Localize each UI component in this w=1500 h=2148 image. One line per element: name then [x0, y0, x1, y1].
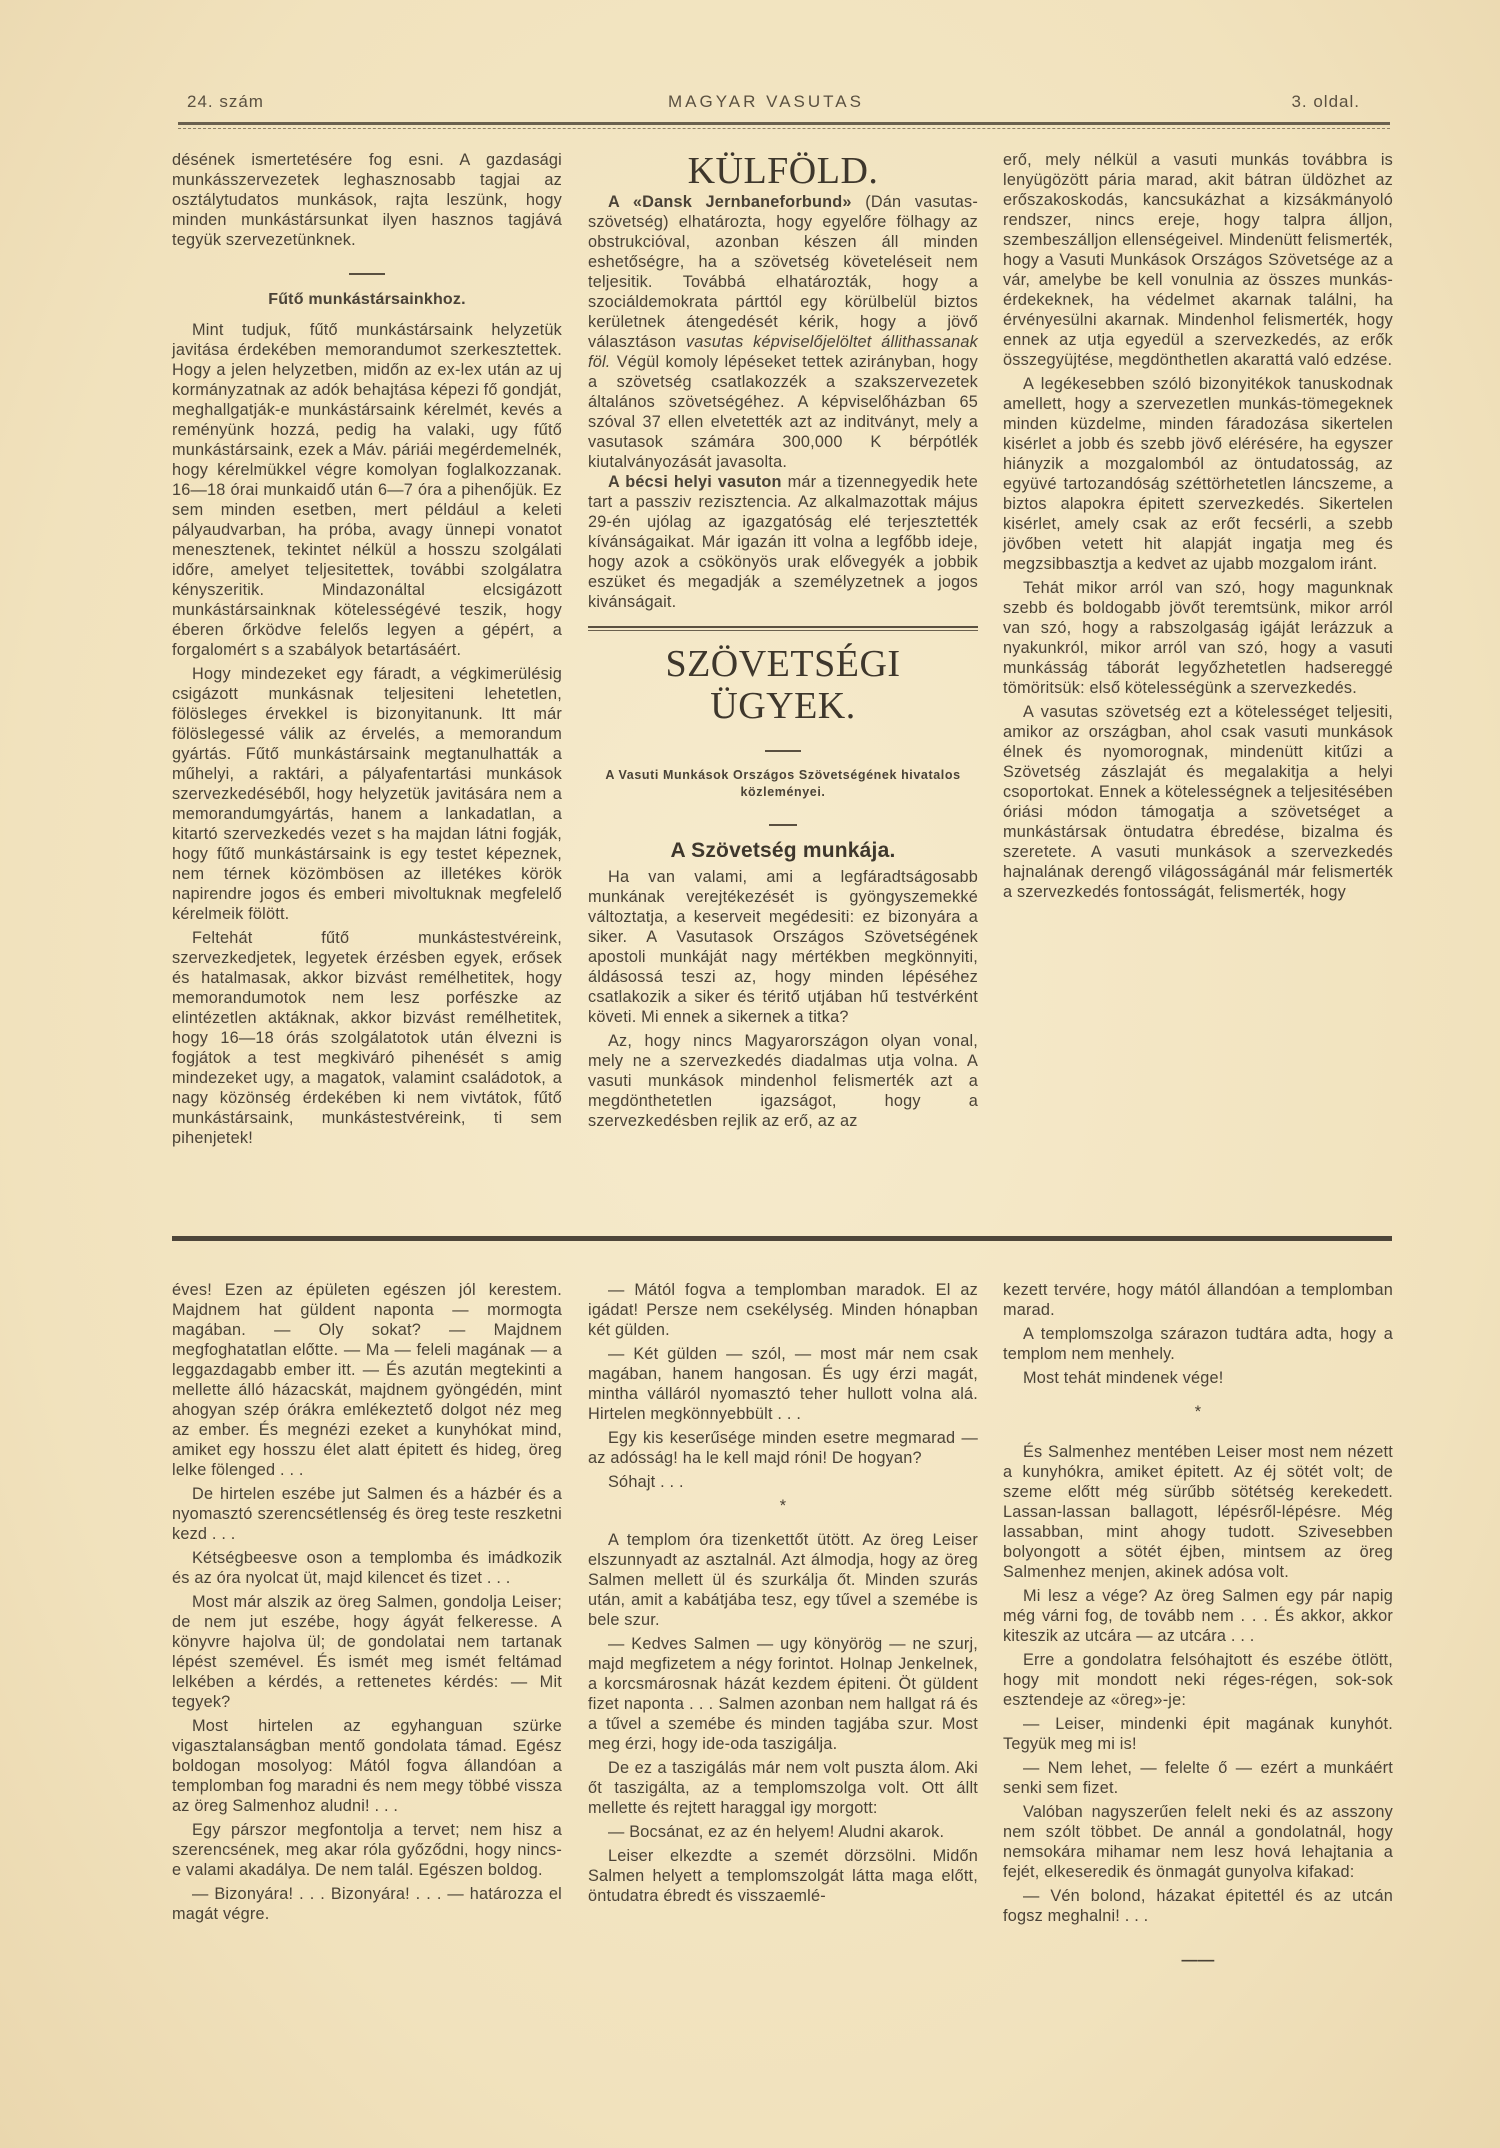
paragraph: És Salmenhez mentében Leiser most nem nézett a kunyhókra, amiket épitett. Az éj sötét volt; de szeme előtt még sürűbb sötétség kerekedett. Lassan-lassan ballagott, lépésről-lépésre. Még lassabban, mint ahogy tudott. Szivesebben bolyongott a sötét éjben, mintsem az öreg Salmenhez menjen, akinek adósa volt.: [1003, 1443, 1393, 1581]
paragraph: Leiser elkezdte a szemét dörzsölni. Midőn Salmen helyett a templomszolgát látta maga előtt, öntudatra ébredt és visszaemlé-: [588, 1847, 978, 1905]
paragraph-list: [588, 1530, 978, 1906]
paragraph: éves! Ezen az épületen egészen jól kerestem. Majdnem hat güldent naponta — mormogta magában. — Oly sokat? — Majdnem megfoghatatlan előtte. — Ma — feleli magának — a leggazdagabb ember itt. — És azután megtekinti a mellette álló házacskát, majdnem gyöngédén, mint ahogyan szép órákra emlékeztető dolgot néz meg az ember. És megnézi ezeket a kunyhókat mind, amiket egy hosszu élet alatt épitett és hideg, öreg lelke fölenged . . .: [172, 1281, 562, 1479]
paragraph: Tehát mikor arról van szó, hogy magunknak szebb és boldogabb jövőt teremtsünk, mikor arról van szó, hogy a rabszolgaság igáját lerázzuk a nyakunkról, mikor arról van szó, hogy a vasuti munkásság táborát legyőzhetetlen hadsereggé tömöritsük: első kötelességünk a szervezkedés.: [1003, 579, 1393, 697]
paragraph: A templom óra tizenkettőt ütött. Az öreg Leiser elszunnyadt az asztalnál. Azt álmodja, hogy az öreg Salmen mellett ül és szurkálja őt. Minden szurás után, amit a kabátjába tesz, egy tűvel a szemébe is bele szur.: [588, 1531, 978, 1629]
section-subtitle: A Vasuti Munkások Országos Szövetségének hivatalos közleményei.: [605, 768, 961, 799]
paragraph: — Mától fogva a templomban maradok. El az igádat! Persze nem csekélység. Minden hónapban két gülden.: [588, 1281, 978, 1339]
paragraph: A templomszolga szárazon tudtára adta, hogy a templom nem menhely.: [1003, 1325, 1393, 1363]
paragraph: Hogy mindezeket egy fáradt, a végkimerülésig csigázott munkásnak teljesiteni lehetetlen, fölösleges érvekkel is bizonyitanunk. Itt már fölöslegessé válik az érvelés, a memorandum gyártás. Fűtő munkástársaink megtanulhatták a műhelyi, a raktári, a pályafentartási munkások szervezkedéséből, hogy helyzetük javitására nem a memorandumgyártás, hanem a lankadatlan, a kitartó szervezkedés vezet s ha majdan látni fogják, hogy fűtő munkástársaink is egy testet képeznek, nem térnek közömbösen az illetékes körök napirendre jogos és emberi mivoltuknak megfelelő kérelmeik fölött.: [172, 665, 562, 923]
paragraph: [588, 192, 978, 472]
paragraph: Az, hogy nincs Magyarországon olyan vonal, mely ne a szervezkedés diadalmas utja volna. A vasuti munkások mindenhol felismerték azt a megdönthetetlen igazságot, hogy a szervezkedésben rejlik az erő, az az: [588, 1032, 978, 1130]
issue-number: 24. szám: [187, 92, 264, 111]
article-heading: Fűtő munkástársainkhoz.: [268, 291, 466, 308]
paragraph: A vasutas szövetség ezt a kötelességet teljesiti, amikor az országban, ahol csak vasuti munkások élnek és nyomorognak, mindenütt kitűzi a Szövetség zászlaját és megalakitja a helyi csoportokat. Ennek a kötelességnek a teljesitésében óriási módon támogatja a szövetséget a munkástársak öntudatra ébredése, bizalma és szeretete. A vasuti munkások a szervezkedés hajnalának derengő világosságánál már felismerték a szervezkedés fontosságát, felismerték, hogy: [1003, 703, 1393, 901]
lead-text: A «Dansk Jernbaneforbund»: [608, 193, 852, 211]
paragraph: — Bocsánat, ez az én helyem! Aludni akarok.: [608, 1823, 945, 1841]
story-column-right: [1003, 1280, 1393, 1980]
paragraph: Kétségbeesve oson a templomba és imádkozik és az óra nyolcat üt, majd kilencet és tizet . . .: [172, 1549, 562, 1587]
column-left-top: [172, 150, 562, 1148]
paragraph: De ez a taszigálás már nem volt puszta álom. Aki őt taszigálta, az a templomszolga volt. Ott állt mellette és rejtett haraggal igy morgott:: [588, 1759, 978, 1817]
body-text: már a tizennegyedik hete tart a passziv rezisztencia. Az alkalmazottak május 29-én ujólag az igazgatóság elé terjesztették kívánságaikat. Már igazán itt volna a legfőbb ideje, hogy azok a csökönyös urak elővegyék a jobbik eszüket és megadják a személyzetnek a jogos kivánságait.: [588, 473, 978, 611]
section-asterisk: *: [779, 1497, 787, 1515]
paragraph: De hirtelen eszébe jut Salmen és a házbér és a nyomasztó szerencsétlenség és öreg teste reszketni kezd . . .: [172, 1485, 562, 1543]
body-text: Végül komoly lépéseket tettek azirányban, hogy a szövetség csatlakozzék a szakszervezetek általános szövetségéhez. A képviselőházban 65 szóval 37 ellen elvetették azt az inditványt, mely a vasutasok számára 300,000 K bérpótlék kiutalványozását javasolta.: [588, 353, 978, 471]
story-column-middle: [588, 1280, 978, 1906]
paragraph: Feltehát fűtő munkástestvéreink, szervezkedjetek, legyetek érzésben egyek, erősek és hatalmasak, akkor bizvást remélhetitek, hogy memorandumotok nem lesz porfészke az elintézetlen aktáknak, akkor bizvást remélhetitek, hogy 16—18 órás szolgálatotok után élvezni is fogjátok a test megkiváró pihenését s amig mindezeket ugy, a magatok, valamint családotok, a nagy közönség érdekében ki nem vivtátok, fűtő munkástársaink, munkástestvéreink, ti sem pihenjetek!: [172, 929, 562, 1147]
header-rule: [178, 122, 1390, 129]
paragraph-list: [1003, 1280, 1393, 1388]
paragraph: Most hirtelen az egyhanguan szürke vigasztalanságban mentő gondolata támad. Egész boldogan mosolyog: Mától fogva állandóan a templomban fog maradni és nem megy többé vissza az öreg Salmenhoz aludni! . . .: [172, 1717, 562, 1815]
column-right-top: [1003, 150, 1393, 902]
italic-text: vasutas képviselőjelöltet állithassanak föl.: [588, 333, 978, 371]
paragraph: Sóhajt . . .: [608, 1473, 684, 1491]
separator-dash: [172, 260, 562, 280]
paragraph: — Leiser, mindenki épit magának kunyhót. Tegyük meg mi is!: [1003, 1715, 1393, 1753]
article-heading: A Szövetség munkája.: [670, 839, 896, 862]
paragraph: Most már alszik az öreg Salmen, gondolja Leiser; de nem jut eszébe, hogy ágyát felkeresse. A könyvre hajolva ül; de gondolatai nem tartanak lépést szemével. És ismét meg ismét feltámad lelkében a kérdés, a rettenetes kérdés: — Mit tegyek?: [172, 1593, 562, 1711]
column-middle-top: [588, 150, 978, 1131]
page-divider: [172, 1236, 1392, 1241]
paragraph: — Kedves Salmen — ugy könyörög — ne szurj, majd megfizetem a négy forintot. Holnap Jenkelnek, a korcsmárosnak házát kezdem épiteni. Öt güldent fizet naponta . . . Salmen azonban nem hallgat rá és a tűvel a szemébe és minden tagjába szur. Most meg érzi, hogy ide-oda taszigálja.: [588, 1635, 978, 1753]
page-number: 3. oldal.: [1291, 92, 1360, 111]
paragraph: — Vén bolond, házakat épitettél és az utcán fogsz meghalni! . . .: [1003, 1887, 1393, 1925]
paragraph-list: [588, 1280, 978, 1492]
paragraph: Egy párszor megfontolja a tervet; nem hisz a szerencsének, meg akar róla győződni, hogy nincs-e valami akadálya. De nem talál. Egészen boldog.: [172, 1821, 562, 1879]
section-rule: [588, 626, 978, 631]
paragraph: Most tehát mindenek vége!: [1023, 1369, 1224, 1387]
paragraph-list: [172, 320, 562, 1148]
body-text: (Dán vasutas-szövetség) elhatározta, hogy egyelőre fölhagy az obstrukcióval, azonban készen áll minden eshetőségre, ha a szövetség követeléseit nem teljesitik. Továbbá elhatározták, hogy a szociáldemokrata párttól egy körülbelül biztos kerületnek átengedését kérik, hogy a jövő választáson: [588, 193, 978, 351]
lead-text: A bécsi helyi vasuton: [608, 473, 782, 491]
paragraph: — Nem lehet, — felelte ő — ezért a munkáért senki sem fizet.: [1003, 1759, 1393, 1797]
end-mark: ——: [1181, 1951, 1215, 1969]
paragraph: Mint tudjuk, fűtő munkástársaink helyzetük javitása érdekében memorandumot szerkesztettek. Hogy a jelen helyzetben, midőn az ex-lex után az uj kormányzatnak az adók behajtása képezi fő gondját, meghallgatják-e munkástársaink kérelmét, kevés a reményünk hozzá, pedig ha valaki, ugy fűtő munkástársaink, ezek a Máv. páriái megérdemelnék, hogy kérelmükkel végre komolyan foglalkozzanak. 16—18 órai munkaidő után 6—7 óra a pihenőjük. Ez sem minden esetben, mert például a keleti pályaudvarban, ha próba, avagy ünnepi vonatot menesztenek, tekintet nélkül a hosszu szolgálati időre, amelyet teljesitettek, további szolgálatra kényszeritik. Mindazonáltal elcsigázott munkástársainknak kötelességévé teszik, hogy éberen őrködve felelős legyen a gépért, a forgalomért s a szabályok betartásáért.: [172, 321, 562, 659]
paragraph: kezett tervére, hogy mától állandóan a templomban marad.: [1003, 1281, 1393, 1319]
paragraph: — Két gülden — szól, — most már nem csak magában, hanem hangosan. És ugy érzi magát, mintha válláról nyomasztó teher hullott volna alá. Hirtelen megkönnyebbült . . .: [588, 1345, 978, 1423]
paragraph-list: [1003, 1442, 1393, 1926]
paragraph-list: [1003, 150, 1393, 902]
separator-dash: [588, 811, 978, 831]
story-column-left: [172, 1280, 562, 1924]
paragraph: Valóban nagyszerűen felelt neki és az asszony nem szólt többet. De annál a gondolatnál, hogy nemsokára mihamar nem lesz hová lehajtania a fejét, elkeseredik és önmagát gunyolva kifakad:: [1003, 1803, 1393, 1881]
paragraph: [588, 472, 978, 612]
paragraph: Ha van valami, ami a legfáradtságosabb munkának verejtékezését is gyöngyszemekké változtatja, a keserveit megédesiti: ez bizonyára a siker. A Vasutasok Országos Szövetségének apostoli munkáját nagy mértékben megkönnyiti, áldásossá teszi az, hogy minden lépéséhez csatlakozik a siker és téritő utjában hű testvérként követi. Mi ennek a sikernek a titka?: [588, 868, 978, 1026]
paragraph: — Bizonyára! . . . Bizonyára! . . . — határozza el magát végre.: [172, 1885, 562, 1923]
masthead-title: MAGYAR VASUTAS: [668, 92, 864, 111]
paragraph-list: [588, 867, 978, 1131]
paragraph: Egy kis keserűsége minden esetre megmarad — az adósság! ha le kell majd róni! De hogyan?: [588, 1429, 978, 1467]
paragraph: Mi lesz a vége? Az öreg Salmen egy pár napig még várni fog, de tovább nem . . . És akkor, akkor kiteszik az utcára — az utcára . . .: [1003, 1587, 1393, 1645]
section-title-szovetsegi: SZÖVETSÉGI ÜGYEK.: [665, 643, 901, 727]
paragraph: désének ismertetésére fog esni. A gazdasági munkásszervezetek leghasznosabb tagjai az osztálytudatos munkások, rajta leszünk, hogy minden munkástársunkat ilyen hasznos tagjává tegyük szervezetünknek.: [172, 151, 562, 249]
section-title-kulfold: KÜLFÖLD.: [687, 150, 879, 192]
paragraph-list: [172, 1280, 562, 1924]
separator-dash: [588, 737, 978, 757]
paragraph: Erre a gondolatra felsóhajtott és eszébe ötlött, hogy mit mondott neki réges-régen, sok-sok esztendeje az «öreg»-je:: [1003, 1651, 1393, 1709]
paragraph: A legékesebben szóló bizonyitékok tanuskodnak amellett, hogy a szervezetlen munkás-tömegeknek minden küzdelme, minden fáradozása sikertelen kisérlet a jobb és szebb jövő elérésére, ha egyszer hiányzik a mozgalomból az öntudatosság, az együvé tartozandóság széttörhetetlen láncszeme, a biztos alapokra épitett szervezkedés. Sikertelen kisérlet, amely csak az erőt fecsérli, a szebb jövőben vetett hit alapját ingatja meg és megzsibbasztja a kedvet az ujabb mozgalom iránt.: [1003, 375, 1393, 573]
section-asterisk: *: [1194, 1403, 1202, 1421]
paragraph: erő, mely nélkül a vasuti munkás továbbra is lenyügözött pária marad, akit bátran üldözhet az erőszakoskodás, kancsukázhat a kizsákmányoló rendszer, nincs ereje, hogy talpra álljon, szembeszálljon ellenségeivel. Mindenütt felismerték, hogy a Vasuti Munkások Országos Szövetsége az a vár, amelybe be kell vonulnia az összes munkás-érdekeknek, ha védelmet akarnak találni, ha érvényesülni akarnak. Mindenhol felismerték, hogy ennek az utja egyedül a szervezkedés, az erők összegyüjtése, megdönthetlen akarattá való edzése.: [1003, 151, 1393, 369]
